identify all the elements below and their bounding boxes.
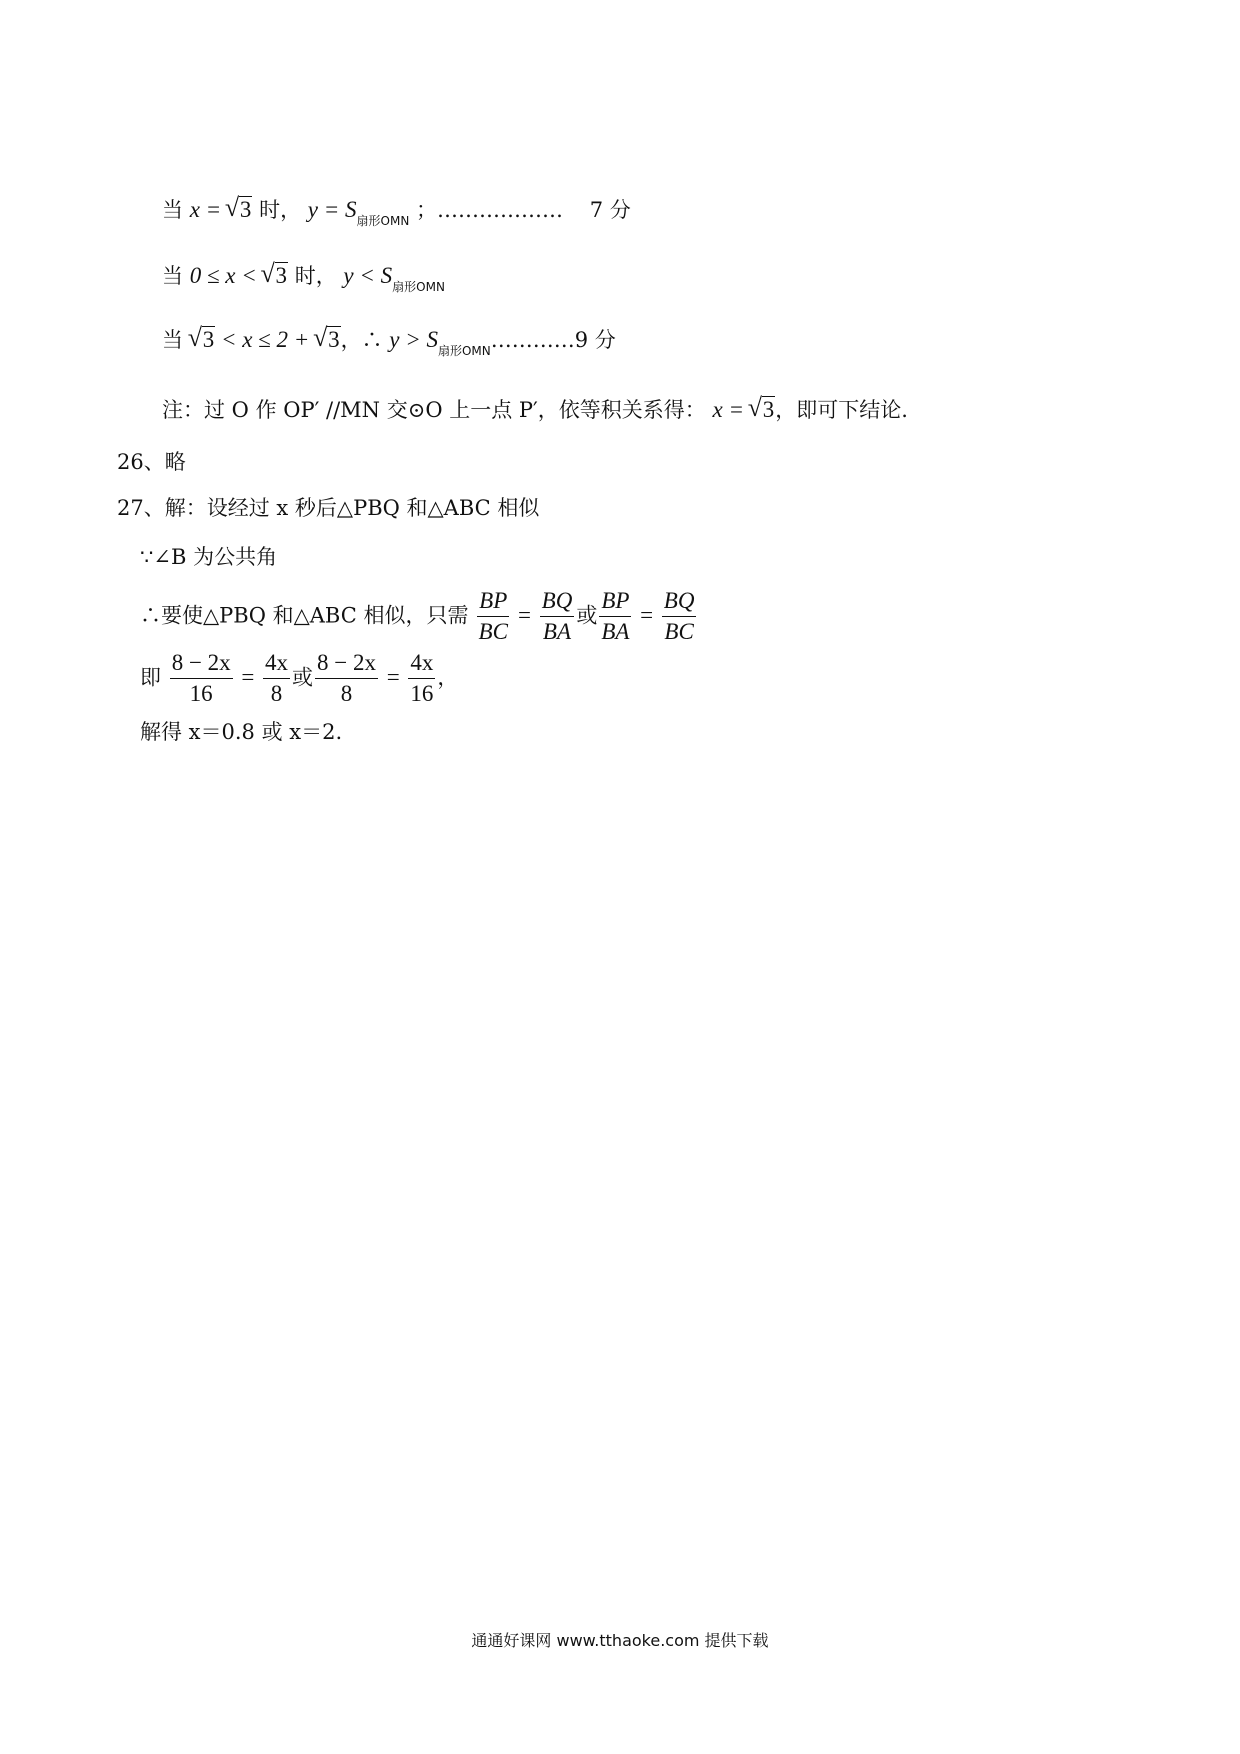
because-line: ∵∠B 为公共角	[140, 545, 278, 569]
text: ；………………	[416, 198, 563, 222]
fraction: $\frac{4x}{8}$	[265, 650, 289, 707]
ji-line	[140, 650, 458, 708]
math: < x ≤ 2 +	[215, 327, 316, 352]
q27: 27、解：设经过 x 秒后△PBQ 和△ABC 相似	[117, 496, 540, 520]
line-range-above	[162, 327, 616, 358]
score: 9 分	[574, 328, 616, 352]
sqrt: √ 3	[263, 264, 289, 287]
math: y = S	[307, 197, 357, 222]
text: ，即可下结论.	[775, 398, 908, 422]
math: x =	[189, 197, 227, 222]
fraction: $\frac{8 - 2x}{8}$	[317, 650, 377, 707]
text: 时，	[259, 198, 302, 222]
solve-line: 解得 x＝0.8 或 x＝2.	[140, 720, 343, 744]
footer: 通通好课网 www.tthaoke.com 提供下载	[471, 1631, 769, 1650]
equals: =	[517, 602, 531, 628]
line-range-below	[162, 263, 445, 294]
subscript: 扇形OMN	[437, 344, 491, 358]
text: ，∴	[340, 328, 390, 352]
score: 7 分	[589, 198, 631, 222]
fraction: $\frac{8 - 2x}{16}$	[171, 650, 231, 707]
subscript: 扇形OMN	[356, 214, 410, 228]
sqrt: √ 3	[190, 328, 216, 351]
line-x-equals-root3	[162, 197, 631, 228]
text: 当	[162, 264, 183, 288]
fraction: $\frac{BP}{BA}$	[601, 588, 630, 645]
text: ，	[437, 665, 459, 690]
fraction: $\frac{BQ}{BC}$	[663, 588, 695, 645]
math: y < S	[343, 263, 393, 288]
text: 即	[140, 665, 161, 690]
text: 或	[292, 665, 314, 690]
subscript: 扇形OMN	[392, 280, 445, 294]
note-text: 注：过 O 作 OP′ //MN 交⊙O 上一点 P′，依等积关系得：	[162, 398, 706, 422]
math: x =	[712, 397, 750, 422]
equals: =	[386, 664, 400, 690]
sqrt: √ 3	[227, 198, 253, 221]
text: 当	[162, 198, 183, 222]
text: ∴要使△PBQ 和△ABC 相似，只需	[140, 603, 469, 628]
note-line	[162, 398, 908, 421]
math: y > S	[389, 327, 438, 352]
q26: 26、略	[117, 450, 186, 474]
fraction: $\frac{BQ}{BA}$	[541, 588, 573, 645]
text: 或	[576, 603, 598, 628]
text: 时，	[294, 264, 337, 288]
text: 当	[162, 328, 183, 352]
sqrt: √ 3	[315, 328, 341, 351]
fraction: $\frac{BP}{BC}$	[478, 588, 508, 645]
therefore-line	[140, 588, 698, 646]
sqrt: √ 3	[750, 398, 776, 421]
fraction: $\frac{4x}{16}$	[410, 650, 434, 707]
equals: =	[640, 602, 654, 628]
math: 0 ≤ x <	[189, 263, 263, 288]
equals: =	[241, 664, 255, 690]
dots: …………	[490, 328, 575, 352]
